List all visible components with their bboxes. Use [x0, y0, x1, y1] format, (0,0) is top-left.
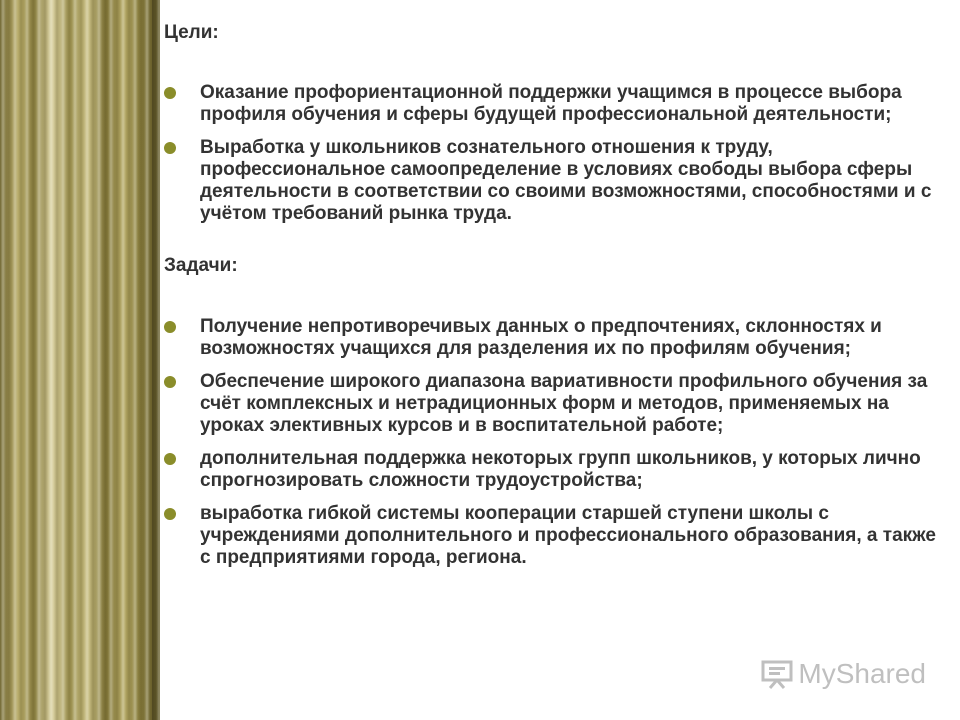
- bullet-icon: [164, 453, 176, 465]
- slide-content: [164, 22, 944, 580]
- watermark: [760, 658, 926, 690]
- decorative-gold-band: [0, 0, 160, 720]
- bullet-icon: [164, 87, 176, 99]
- watermark-text: MyShared: [798, 658, 926, 689]
- list-item-text: выработка гибкой системы кооперации старшей ступени школы с учреждениями дополнительного и профессионального образования, а также с предприятиями города, региона.: [200, 503, 936, 568]
- tasks-heading: Задачи:: [164, 255, 238, 276]
- bullet-icon: [164, 321, 176, 333]
- list-item: [164, 316, 944, 360]
- bullet-icon: [164, 508, 176, 520]
- list-item-text: Обеспечение широкого диапазона вариативности профильного обучения за счёт комплексных и нетрадиционных форм и методов, применяемых на уроках элективных курсов и в воспитательной работе;: [200, 371, 928, 436]
- list-item: [164, 82, 944, 126]
- list-item-text: Оказание профориентационной поддержки учащимся в процессе выбора профиля обучения и сферы будущей профессиональной деятельности;: [200, 82, 902, 125]
- bullet-icon: [164, 142, 176, 154]
- list-item-text: Получение непротиворечивых данных о предпочтениях, склонностях и возможностях учащихся для разделения их по профилям обучения;: [200, 316, 882, 359]
- list-item: [164, 371, 944, 437]
- list-item-text: Выработка у школьников сознательного отношения к труду, профессиональное самоопределение в условиях свободы выбора сферы деятельности в соответствии со своими возможностями, способностями и с учётом требований рынка труда.: [200, 137, 932, 224]
- presentation-board-icon: [760, 659, 794, 689]
- tasks-list: [164, 316, 944, 569]
- list-item: [164, 448, 944, 492]
- goals-list: [164, 82, 944, 225]
- list-item: [164, 503, 944, 569]
- list-item: [164, 137, 944, 225]
- bullet-icon: [164, 376, 176, 388]
- list-item-text: дополнительная поддержка некоторых групп школьников, у которых лично спрогнозировать сложности трудоустройства;: [200, 448, 921, 491]
- goals-heading: Цели:: [164, 22, 219, 43]
